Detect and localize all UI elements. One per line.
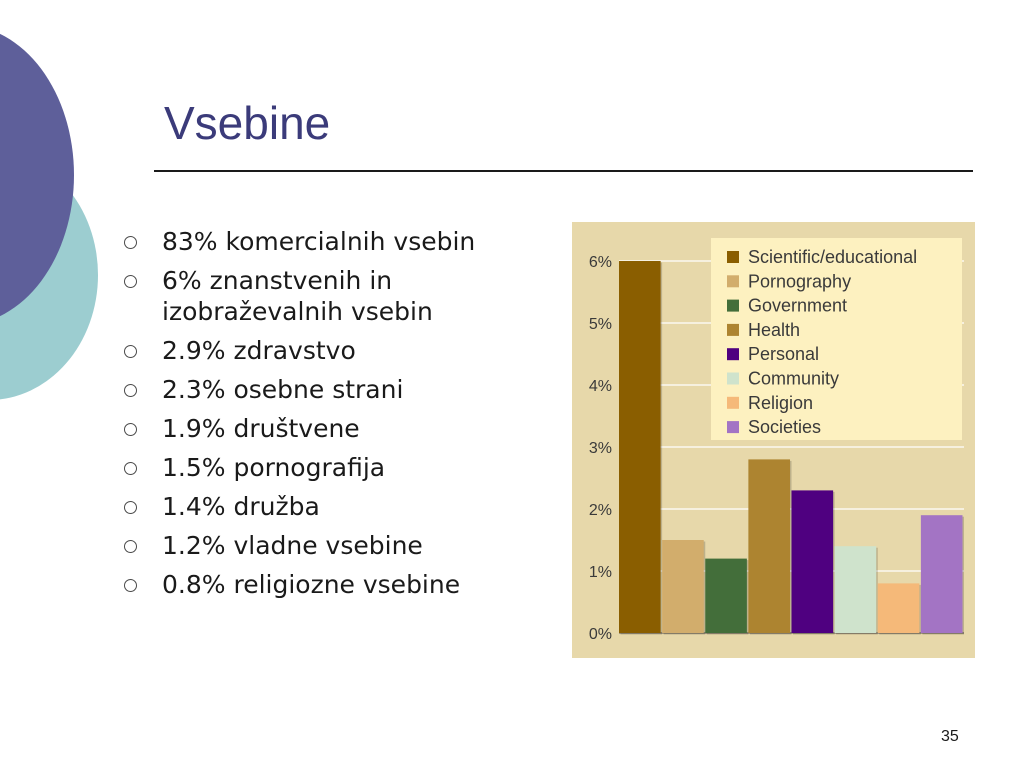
bullet-item (120, 569, 560, 600)
legend-label: Pornography (748, 271, 852, 292)
legend-label: Religion (748, 392, 814, 413)
bar (792, 490, 834, 633)
legend-swatch (727, 300, 739, 312)
y-tick-label: 0% (588, 626, 612, 643)
legend-label: Scientific/educational (748, 247, 918, 267)
bullet-circle-icon (124, 540, 137, 553)
bullet-item (120, 226, 560, 257)
bullet-circle-icon (124, 345, 137, 358)
legend-label: Societies (748, 417, 822, 438)
bullet-list (120, 226, 560, 608)
bullet-text: 0.8% religiozne vsebine (162, 570, 461, 599)
bar (662, 540, 704, 633)
bullet-text: 1.4% družba (162, 492, 320, 521)
bar (878, 583, 920, 633)
y-tick-label: 1% (588, 564, 612, 581)
legend-swatch (727, 251, 739, 263)
legend-swatch (727, 421, 739, 433)
legend-swatch (727, 373, 739, 385)
bullet-text: 6% znanstvenih in izobraževalnih vsebin (162, 266, 433, 326)
y-tick-label: 4% (588, 378, 612, 395)
bar (619, 261, 661, 633)
y-tick-label: 6% (588, 254, 612, 271)
legend-swatch (727, 397, 739, 409)
page-number: 35 (941, 728, 959, 745)
bullet-text: 2.9% zdravstvo (162, 336, 356, 365)
bullet-text: 83% komercialnih vsebin (162, 227, 476, 256)
bullet-circle-icon (124, 275, 137, 288)
bullet-circle-icon (124, 501, 137, 514)
bullet-item (120, 491, 560, 522)
legend-label: Government (748, 295, 848, 316)
bullet-item (120, 265, 560, 327)
bar-chart-panel (572, 222, 975, 658)
legend-label: Health (748, 319, 801, 340)
bar (748, 459, 790, 633)
bullet-text: 1.9% društvene (162, 414, 360, 443)
legend-swatch (727, 348, 739, 360)
bar (705, 559, 747, 633)
y-tick-label: 5% (588, 316, 612, 333)
legend-label: Personal (748, 344, 820, 365)
bullet-text: 2.3% osebne strani (162, 375, 404, 404)
bullet-text: 1.5% pornografija (162, 453, 386, 482)
legend-swatch (727, 275, 739, 287)
slide-title: Vsebine (164, 97, 331, 149)
bullet-circle-icon (124, 236, 137, 249)
bullet-circle-icon (124, 384, 137, 397)
y-tick-label: 3% (588, 440, 612, 457)
bar-chart (572, 222, 975, 658)
bullet-item (120, 452, 560, 483)
bullet-circle-icon (124, 462, 137, 475)
bullet-text: 1.2% vladne vsebine (162, 531, 423, 560)
bullet-item (120, 413, 560, 444)
bullet-circle-icon (124, 423, 137, 436)
bullet-item (120, 530, 560, 561)
legend-label: Community (748, 368, 840, 389)
bullet-item (120, 374, 560, 405)
bullet-circle-icon (124, 579, 137, 592)
bar (835, 546, 877, 633)
bullet-item (120, 335, 560, 366)
bar (921, 515, 963, 633)
y-tick-label: 2% (588, 502, 612, 519)
title-divider (154, 170, 973, 172)
legend-swatch (727, 324, 739, 336)
